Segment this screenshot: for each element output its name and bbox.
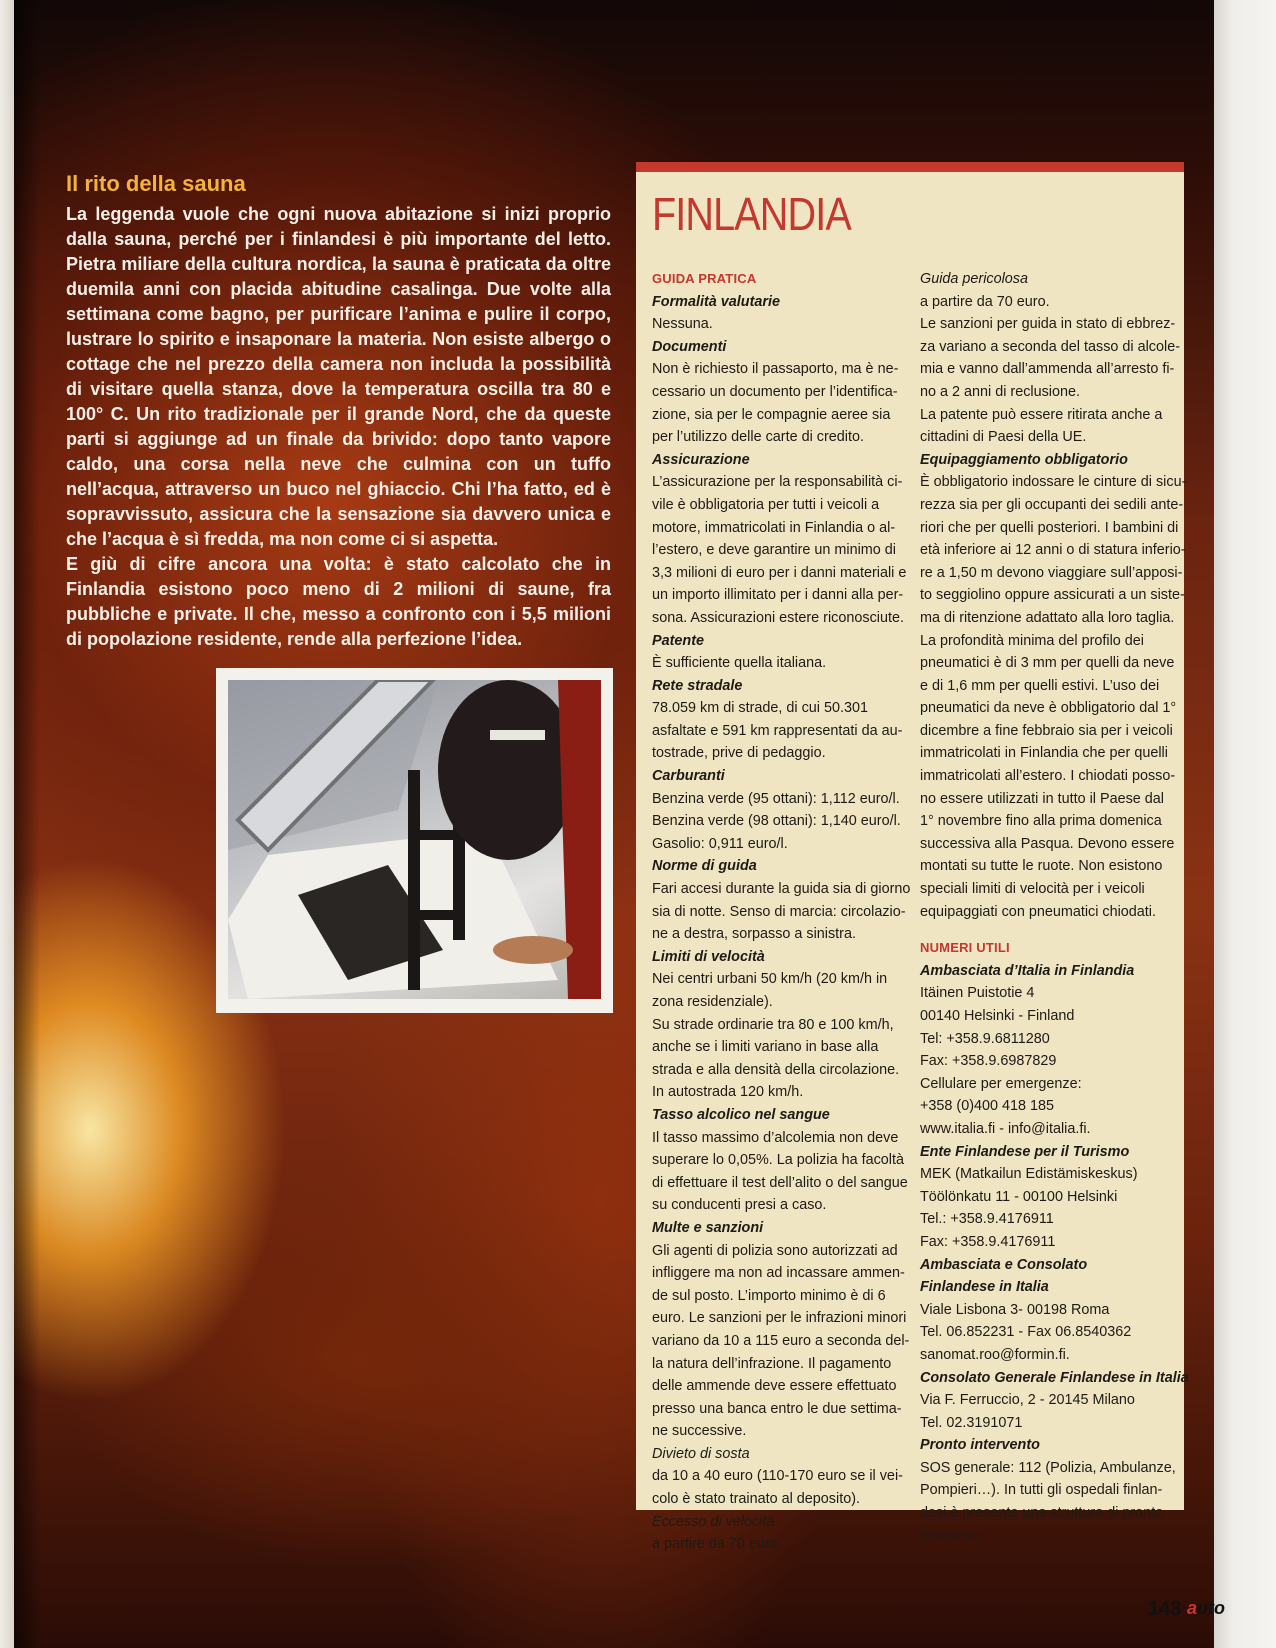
info-subheading: Divieto di sosta xyxy=(652,1445,750,1462)
info-text-line: Fari accesi durante la guida sia di giorno xyxy=(652,881,911,898)
info-text-line: La patente può essere ritirata anche a xyxy=(920,406,1163,423)
info-text-line: Via F. Ferruccio, 2 - 20145 Milano xyxy=(920,1392,1135,1409)
info-text-line: cessario un documento per l’identifica- xyxy=(652,383,898,400)
section-label: GUIDA PRATICA xyxy=(652,271,757,286)
info-text-line: L’assicurazione per la responsabilità ci- xyxy=(652,474,903,491)
info-text-line: Viale Lisbona 3- 00198 Roma xyxy=(920,1301,1110,1318)
info-heading: Carburanti xyxy=(652,768,725,785)
info-text-line: equipaggiati con pneumatici chiodati. xyxy=(920,903,1157,920)
info-text-line: to seggiolino oppure assicurati a un siste- xyxy=(920,587,1185,604)
info-text-line: za variano a seconda del tasso di alcole- xyxy=(920,338,1180,355)
article-title: Il rito della sauna xyxy=(66,171,246,196)
info-text-line: ne successive. xyxy=(652,1423,747,1440)
info-text-line: Tel. 02.3191071 xyxy=(920,1414,1023,1431)
info-heading: Norme di guida xyxy=(652,858,757,875)
info-text-line: Benzina verde (98 ottani): 1,140 euro/l. xyxy=(652,813,901,830)
info-text-line: Gli agenti di polizia sono autorizzati ad xyxy=(652,1242,898,1259)
info-text-line: l’estero, e deve garantire un minimo di xyxy=(652,542,896,559)
info-text-line: vile è obbligatoria per tutti i veicoli a xyxy=(652,496,880,513)
article xyxy=(66,170,611,652)
info-text-line: Nei centri urbani 50 km/h (20 km/h in xyxy=(652,971,888,988)
infobox-title: FINLANDIA xyxy=(652,188,851,240)
info-heading: Ente Finlandese per il Turismo xyxy=(920,1143,1130,1160)
info-text-line: 78.059 km di strade, di cui 50.301 xyxy=(652,700,868,717)
info-text-line: montati su tutte le ruote. Non esistono xyxy=(920,858,1163,875)
info-text-line: di effettuare il test dell’alito o del sangue xyxy=(652,1174,908,1191)
spacer xyxy=(920,923,1182,937)
info-text-line: SOS generale: 112 (Polizia, Ambulanze, xyxy=(920,1459,1176,1476)
info-text-line: mia e vanno dall’ammenda all’arresto fi- xyxy=(920,361,1175,378)
magazine-logo xyxy=(1187,1598,1225,1619)
info-text-line: colo è stato trainato al deposito). xyxy=(652,1491,860,1508)
info-text-line: età inferiore ai 12 anni o di statura inferio- xyxy=(920,542,1186,559)
info-text-line: da 10 a 40 euro (110-170 euro se il vei- xyxy=(652,1468,903,1485)
info-text-line: a partire da 70 euro. xyxy=(652,1536,782,1553)
info-subheading: Eccesso di velocità xyxy=(652,1513,775,1530)
info-text-line: Le sanzioni per guida in stato di ebbrez- xyxy=(920,316,1176,333)
info-text-line: asfaltate e 591 km rappresentati da au- xyxy=(652,722,903,739)
infobox-column-left xyxy=(652,268,914,1556)
info-text-line: re a 1,50 m devono viaggiare sull’apposi- xyxy=(920,564,1183,581)
info-text-line: www.italia.fi - info@italia.fi. xyxy=(920,1120,1091,1137)
info-text-line: successiva alla Pasqua. Devono essere xyxy=(920,835,1175,852)
info-text-line: Pompieri…). In tutti gli ospedali finlan- xyxy=(920,1482,1163,1499)
info-text-line: Tel. 06.852231 - Fax 06.8540362 xyxy=(920,1324,1132,1341)
info-text-line: sia di notte. Senso di marcia: circolazio- xyxy=(652,903,906,920)
info-text-line: superare lo 0,05%. La polizia ha facoltà xyxy=(652,1152,904,1169)
info-text-line: pneumatici da neve è obbligatorio dal 1° xyxy=(920,700,1177,717)
info-text-line: 1° novembre fino alla prima domenica xyxy=(920,813,1162,830)
info-text-line: È sufficiente quella italiana. xyxy=(652,655,827,672)
article-paragraph: La leggenda vuole che ogni nuova abitazione si inizi proprio dalla sauna, perché per i finlandesi è più importante del letto. Pietra miliare della cultura nordica, la sauna è praticata da oltre duemila anni con placida abitudine casalinga. Due volte alla settimana come bagno, per purificare l’anima e pulire il corpo, lustrare lo spirito e insaponare la materia. Non esiste albergo o cottage che nel prezzo della camera non includa la possibilità di visitare quella stanza, dove la temperatura oscilla tra 80 e 100° C. Un rito tradizionale per il grande Nord, che da queste parti si aggiunge ad un finale da brivido: dopo tanto vapore caldo, una corsa nella neve che culmina con un tuffo nell’acqua, attraverso un buco nel ghiaccio. Chi l’ha fatto, ed è sopravvissuto, assicura che la sensazione sia davvero unica e che l’acqua è sì fredda, ma non come ci si aspetta. xyxy=(66,204,611,549)
info-text-line: motore, immatricolati in Finlandia o al- xyxy=(652,519,896,536)
info-text-line: sanomat.roo@formin.fi. xyxy=(920,1346,1070,1363)
info-text-line: Tel.: +358.9.4176911 xyxy=(920,1211,1054,1228)
info-text-line: anche se i limiti variano in base alla xyxy=(652,1039,879,1056)
info-text-line: tostrade, prive di pedaggio. xyxy=(652,745,826,762)
magazine-logo-a: a xyxy=(1187,1598,1198,1618)
info-heading: Patente xyxy=(652,632,704,649)
info-text-line: Fax: +358.9.4176911 xyxy=(920,1233,1056,1250)
info-text-line: immatricolati in Finlandia che per quelli xyxy=(920,745,1168,762)
info-text-line: speciali limiti di velocità per i veicoli xyxy=(920,881,1145,898)
info-text-line: Tel: +358.9.6811280 xyxy=(920,1030,1050,1047)
info-heading: Assicurazione xyxy=(652,451,750,468)
page-right-margin xyxy=(1214,0,1276,1648)
info-text-line: pneumatici è di 3 mm per quelli da neve xyxy=(920,655,1175,672)
info-text-line: desi è presente una struttura di pronto xyxy=(920,1505,1164,1522)
info-text-line: Il tasso massimo d’alcolemia non deve xyxy=(652,1129,899,1146)
info-text-line: Benzina verde (95 ottani): 1,112 euro/l. xyxy=(652,790,900,807)
info-text-line: la natura dell’infrazione. Il pagamento xyxy=(652,1355,892,1372)
info-text-line: È obbligatorio indossare le cinture di sicu- xyxy=(920,474,1187,491)
info-text-line: Fax: +358.9.6987829 xyxy=(920,1053,1057,1070)
info-text-line: infliggere ma non ad incassare ammen- xyxy=(652,1265,905,1282)
info-heading: Tasso alcolico nel sangue xyxy=(652,1106,830,1123)
info-heading: Rete stradale xyxy=(652,677,743,694)
page-number: 143 xyxy=(1148,1598,1182,1620)
info-heading: Consolato Generale Finlandese in Italia xyxy=(920,1369,1189,1386)
info-text-line: un importo illimitato per i danni alla per- xyxy=(652,587,904,604)
info-text-line: soccorso. xyxy=(920,1527,982,1544)
info-subheading: Guida pericolosa xyxy=(920,271,1028,287)
info-text-line: su conducenti presi a caso. xyxy=(652,1197,827,1214)
info-text-line: Su strade ordinarie tra 80 e 100 km/h, xyxy=(652,1016,894,1033)
info-sidebar xyxy=(636,162,1189,1553)
info-text-line: de sul posto. L’importo minimo è di 6 xyxy=(652,1287,886,1304)
photo-image xyxy=(228,680,601,999)
info-heading: Finlandese in Italia xyxy=(920,1279,1049,1296)
infobox-column-right xyxy=(920,268,1189,1547)
info-heading: Formalità valutarie xyxy=(652,293,780,310)
info-heading: Equipaggiamento obbligatorio xyxy=(920,451,1128,468)
info-text-line: Itäinen Puistotie 4 xyxy=(920,985,1035,1002)
info-text-line: MEK (Matkailun Edistämiskeskus) xyxy=(920,1166,1138,1183)
sauna-ice-hole-photo xyxy=(216,668,613,1013)
page-left-edge xyxy=(0,0,14,1648)
section-label: NUMERI UTILI xyxy=(920,940,1010,956)
magazine-logo-rest: uto xyxy=(1197,1598,1225,1618)
info-text-line: zione, sia per le compagnie aeree sia xyxy=(652,406,891,423)
info-text-line: ne a destra, sorpasso a sinistra. xyxy=(652,926,856,943)
info-text-line: La profondità minima del profilo dei xyxy=(920,632,1144,649)
info-text-line: Gasolio: 0,911 euro/l. xyxy=(652,835,788,852)
info-text-line: dicembre a fine febbraio sia per i veicoli xyxy=(920,722,1173,739)
info-text-line: zona residenziale). xyxy=(652,994,773,1010)
info-text-line: no essere utilizzati in tutto il Paese dal xyxy=(920,790,1164,807)
info-text-line: cittadini di Paesi della UE. xyxy=(920,429,1087,446)
info-heading: Documenti xyxy=(652,338,727,355)
info-text-line: no a 2 anni di reclusione. xyxy=(920,383,1081,400)
info-text-line: 3,3 milioni di euro per i danni materiali e xyxy=(652,564,907,581)
info-text-line: ma di ritenzione adattato alla loro taglia. xyxy=(920,609,1175,626)
info-text-line: presso una banca entro le due settima- xyxy=(652,1400,902,1417)
info-heading: Multe e sanzioni xyxy=(652,1219,764,1236)
article-paragraph: E giù di cifre ancora una volta: è stato calcolato che in Finlandia esistono poco meno di 2 milioni di saune, fra pubbliche e private. Il che, messo a confronto con i 5,5 milioni di popolazione residente, rende alla perfezione l’idea. xyxy=(66,554,611,649)
article-body xyxy=(66,202,611,652)
info-text-line: riori che per quelli posteriori. I bambini di xyxy=(920,519,1179,536)
info-text-line: immatricolati all’estero. I chiodati posso- xyxy=(920,768,1176,785)
info-text-line: Cellulare per emergenze: xyxy=(920,1075,1082,1092)
info-text-line: strada e alla densità della circolazione. xyxy=(652,1061,900,1078)
info-heading: Pronto intervento xyxy=(920,1437,1040,1454)
info-text-line: Nessuna. xyxy=(652,316,713,333)
info-text-line: sona. Assicurazioni estere riconosciute. xyxy=(652,609,904,626)
info-text-line: per l’utilizzo delle carte di credito. xyxy=(652,429,864,446)
info-heading: Limiti di velocità xyxy=(652,948,765,965)
info-text-line: e di 1,6 mm per quelli estivi. L’uso dei xyxy=(920,677,1160,694)
info-text-line: delle ammende deve essere effettuato xyxy=(652,1378,897,1395)
info-text-line: rezza sia per gli occupanti dei sedili ante- xyxy=(920,496,1184,513)
info-text-line: Töölönkatu 11 - 00100 Helsinki xyxy=(920,1188,1118,1205)
info-text-line: Non è richiesto il passaporto, ma è ne- xyxy=(652,361,899,378)
info-text-line: variano da 10 a 115 euro a seconda del- xyxy=(652,1332,910,1349)
info-heading: Ambasciata d’Italia in Finlandia xyxy=(920,962,1135,979)
info-text-line: In autostrada 120 km/h. xyxy=(652,1084,804,1101)
info-text-line: 00140 Helsinki - Finland xyxy=(920,1008,1075,1024)
info-text-line: +358 (0)400 418 185 xyxy=(920,1098,1055,1115)
photo-illustration xyxy=(228,680,601,999)
info-heading: Ambasciata e Consolato xyxy=(920,1256,1088,1273)
info-text-line: euro. Le sanzioni per le infrazioni minori xyxy=(652,1310,907,1327)
info-text-line: a partire da 70 euro. xyxy=(920,293,1050,310)
